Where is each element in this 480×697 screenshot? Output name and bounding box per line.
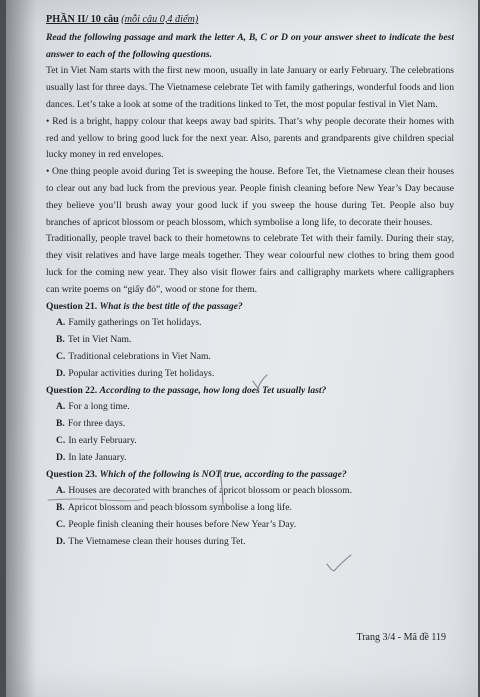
option-letter: B. — [56, 502, 65, 514]
question-number: Question 23. — [46, 468, 98, 480]
question-number: Question 22. — [46, 384, 98, 396]
option-c — [56, 349, 454, 366]
reading-passage — [46, 63, 454, 298]
question-text: What is the best title of the passage? — [99, 300, 243, 312]
passage-paragraph: Tet in Viet Nam starts with the first new moon, usually in late January or early February. The celebrations usually last for three days. The Vietnamese celebrate Tet with family gatherings, wonderful foods and lion dances. Let’s take a look at some of the traditions linked to Tet, the most popular festival in Viet Nam. — [46, 65, 454, 110]
option-letter: B. — [56, 334, 65, 346]
option-a — [56, 399, 454, 416]
question-text: Which of the following is NOT true, according to the passage? — [99, 468, 347, 480]
option-d — [56, 450, 454, 467]
option-b — [56, 500, 454, 517]
instruction-text: Read the following passage and mark the letter A, B, C or D on your answer sheet to indicate the best answer to each of the following questions. — [46, 31, 454, 60]
option-text: Family gatherings on Tet holidays. — [68, 317, 202, 329]
option-letter: D. — [56, 535, 66, 547]
option-c — [56, 517, 454, 534]
question-number: Question 21. — [46, 300, 98, 312]
section-heading — [46, 12, 454, 29]
page-content — [46, 12, 454, 551]
option-letter: C. — [56, 518, 66, 530]
page-shadow — [6, 0, 36, 697]
option-text: For three days. — [67, 418, 126, 430]
section-points: (mỗi câu 0,4 điểm) — [121, 14, 199, 25]
exam-page — [6, 0, 478, 697]
option-letter: A. — [56, 485, 66, 497]
option-text: For a long time. — [68, 401, 130, 413]
passage-paragraph: • Red is a bright, happy colour that keeps away bad spirits. That’s why people decorate their homes with red and yellow to bring good luck for the next year. Also, parents and grandparents give children special lucky money in red envelopes. — [46, 115, 454, 161]
option-text: Traditional celebrations in Viet Nam. — [68, 350, 211, 362]
question-22 — [46, 383, 454, 467]
option-b — [56, 416, 454, 433]
pencil-check-mark-icon — [324, 552, 354, 574]
option-letter: B. — [56, 418, 65, 430]
option-letter: A. — [56, 317, 66, 329]
section-label: PHẦN II/ 10 câu — [46, 14, 119, 25]
option-a — [56, 483, 454, 500]
option-letter: A. — [56, 401, 66, 413]
option-text: The Vietnamese clean their houses during Tet. — [68, 535, 246, 547]
option-text: Tet in Viet Nam. — [67, 334, 132, 346]
option-text: Apricot blossom and peach blossom symbolise a long life. — [67, 502, 292, 514]
option-letter: C. — [56, 434, 66, 446]
option-a — [56, 315, 454, 332]
option-d — [56, 366, 454, 383]
option-letter: D. — [56, 367, 66, 379]
option-text: People finish cleaning their houses before New Year’s Day. — [68, 518, 297, 530]
option-text: In early February. — [68, 434, 137, 446]
option-d — [56, 534, 454, 551]
question-text: According to the passage, how long does Tet usually last? — [99, 384, 327, 396]
page-footer: Trang 3/4 - Mã đề 119 — [356, 632, 446, 643]
option-text: In late January. — [68, 451, 127, 463]
passage-paragraph: Traditionally, people travel back to their hometowns to celebrate Tet with their family. During their stay, they visit relatives and have large meals together. They wear colourful new clothes to bring them good luck for the coming new year. They also visit flower fairs and calligraphy markets where calligraphers can write poems on “giấy đỏ”, wood or stone for them. — [46, 233, 454, 295]
option-c — [56, 433, 454, 450]
question-21 — [46, 299, 454, 383]
option-text: Houses are decorated with branches of apricot blossom or peach blossom. — [68, 485, 353, 497]
option-letter: C. — [56, 350, 66, 362]
option-letter: D. — [56, 451, 66, 463]
option-b — [56, 332, 454, 349]
passage-paragraph: • One thing people avoid during Tet is sweeping the house. Before Tet, the Vietnamese clean their houses to clear out any bad luck from the previous year. People finish cleaning before New Year’s Day because they believe you’ll brush away your good luck if you sweep the house during Tet. People also buy branches of apricot blossom or peach blossom, which symbolise a long life, to decorate their houses. — [46, 166, 454, 228]
option-text: Popular activities during Tet holidays. — [68, 367, 215, 379]
question-23 — [46, 467, 454, 551]
